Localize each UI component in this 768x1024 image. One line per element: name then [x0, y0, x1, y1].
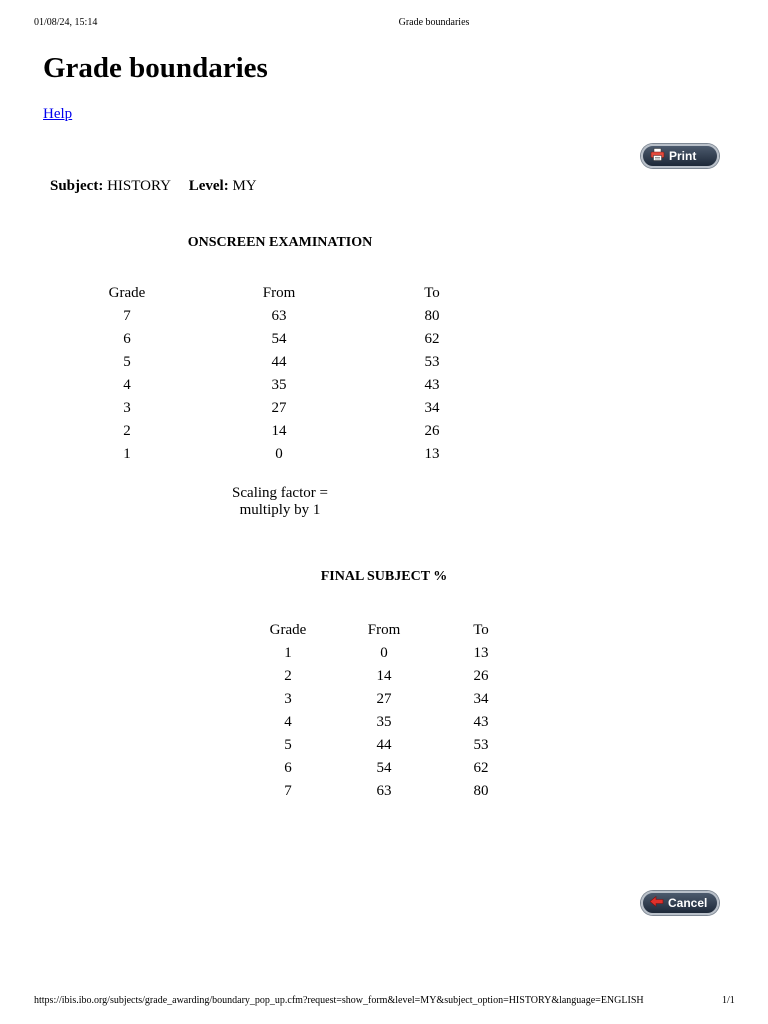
table-cell: 3	[284, 691, 292, 707]
table-cell: 14	[271, 423, 287, 439]
table-row	[240, 665, 530, 688]
table-row	[240, 711, 530, 734]
table-row	[240, 642, 530, 665]
table-cell: 26	[424, 423, 440, 439]
table-cell: 6	[123, 331, 131, 347]
table-cell: 13	[424, 446, 440, 462]
final-subject-heading: FINAL SUBJECT %	[320, 569, 448, 584]
column-header: To	[424, 285, 440, 301]
table-cell: 7	[284, 783, 292, 799]
table-cell: 62	[473, 760, 489, 776]
table-cell: 2	[123, 423, 131, 439]
table-row	[240, 734, 530, 757]
print-header-title: Grade boundaries	[398, 17, 470, 28]
table-cell: 6	[284, 760, 292, 776]
table-cell: 0	[380, 645, 388, 661]
table-cell: 27	[376, 691, 392, 707]
table-cell: 44	[376, 737, 392, 753]
print-footer-page: 1/1	[722, 995, 735, 1006]
column-header: From	[262, 285, 296, 301]
cancel-button-label: Cancel	[668, 896, 708, 910]
table-cell: 53	[473, 737, 489, 753]
back-arrow-icon	[650, 896, 664, 910]
table-cell: 63	[376, 783, 392, 799]
table-cell: 35	[271, 377, 287, 393]
print-footer-url: https://ibis.ibo.org/subjects/grade_awarding/boundary_pop_up.cfm?request=show_form&level=MY&subject_option=HISTORY&language=ENGLISH	[34, 995, 644, 1006]
column-header: Grade	[269, 622, 307, 638]
subject-label: Subject:	[50, 178, 104, 194]
table-cell: 44	[271, 354, 287, 370]
table-row	[60, 397, 500, 420]
page-title: Grade boundaries	[43, 52, 268, 84]
column-header: Grade	[108, 285, 146, 301]
final-header-row	[240, 619, 530, 642]
subject-level-line	[50, 178, 257, 195]
table-cell: 62	[424, 331, 440, 347]
table-cell: 13	[473, 645, 489, 661]
table-cell: 5	[123, 354, 131, 370]
level-label: Level:	[188, 178, 229, 194]
table-row	[60, 374, 500, 397]
table-row	[240, 757, 530, 780]
table-cell: 35	[376, 714, 392, 730]
table-cell: 53	[424, 354, 440, 370]
table-row	[240, 688, 530, 711]
table-row	[240, 780, 530, 803]
table-row	[60, 328, 500, 351]
table-cell: 34	[473, 691, 489, 707]
table-cell: 80	[473, 783, 489, 799]
column-header: From	[367, 622, 401, 638]
table-cell: 63	[271, 308, 287, 324]
table-cell: 0	[275, 446, 283, 462]
print-header-datetime: 01/08/24, 15:14	[34, 17, 98, 28]
scaling-factor-line2: multiply by 1	[239, 502, 321, 518]
table-cell: 1	[284, 645, 292, 661]
print-button[interactable]	[641, 144, 719, 168]
table-cell: 26	[473, 668, 489, 684]
help-link[interactable]: Help	[43, 106, 73, 122]
table-cell: 5	[284, 737, 292, 753]
table-cell: 4	[284, 714, 292, 730]
scaling-factor	[180, 485, 380, 519]
table-cell: 4	[123, 377, 131, 393]
print-button-label: Print	[669, 149, 697, 163]
table-cell: 43	[424, 377, 440, 393]
table-row	[60, 351, 500, 374]
table-cell: 7	[123, 308, 131, 324]
onscreen-header-row	[60, 282, 500, 305]
printer-icon	[650, 148, 665, 164]
table-cell: 54	[376, 760, 392, 776]
table-row	[60, 443, 500, 466]
table-cell: 3	[123, 400, 131, 416]
table-cell: 2	[284, 668, 292, 684]
table-row	[60, 305, 500, 328]
table-cell: 34	[424, 400, 440, 416]
column-header: To	[473, 622, 489, 638]
scaling-factor-line1: Scaling factor =	[232, 485, 328, 501]
final-boundaries-table	[240, 619, 530, 803]
table-cell: 54	[271, 331, 287, 347]
table-cell: 14	[376, 668, 392, 684]
onscreen-boundaries-table	[60, 282, 500, 466]
level-value: MY	[232, 178, 257, 194]
table-cell: 43	[473, 714, 489, 730]
onscreen-exam-heading: ONSCREEN EXAMINATION	[187, 235, 373, 250]
table-row	[60, 420, 500, 443]
table-cell: 1	[123, 446, 131, 462]
table-cell: 27	[271, 400, 287, 416]
subject-value: HISTORY	[107, 178, 171, 194]
cancel-button[interactable]	[641, 891, 719, 915]
table-cell: 80	[424, 308, 440, 324]
